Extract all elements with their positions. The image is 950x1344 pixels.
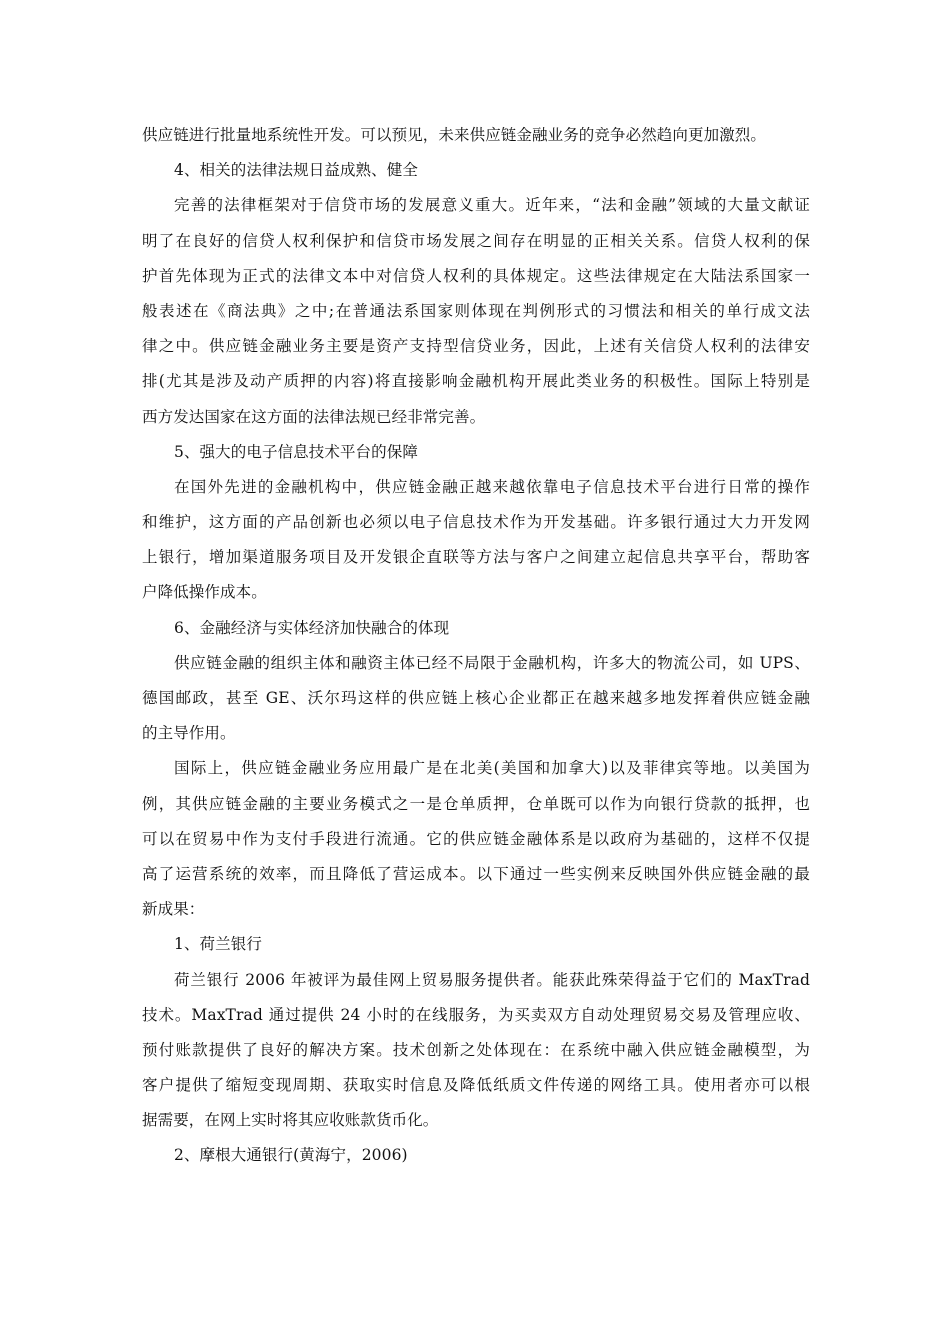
paragraph-line: 护首先体现为正式的法律文本中对信贷人权利的具体规定。这些法律规定在大陆法系国家一: [142, 266, 810, 285]
paragraph-line: 明了在良好的信贷人权利保护和信贷市场发展之间存在明显的正相关关系。信贷人权利的保: [142, 231, 810, 250]
paragraph-line: 排(尤其是涉及动产质押的内容)将直接影响金融机构开展此类业务的积极性。国际上特别是: [142, 372, 810, 391]
paragraph-line: 据需要，在网上实时将其应收账款货币化。: [142, 1111, 439, 1130]
paragraph-line: 供应链进行批量地系统性开发。可以预见，未来供应链金融业务的竞争必然趋向更加激烈。: [142, 126, 767, 144]
paragraph-line: 国际上，供应链金融业务应用最广是在北美(美国和加拿大)以及菲律宾等地。以美国为: [174, 759, 810, 778]
paragraph-line: 预付账款提供了良好的解决方案。技术创新之处体现在：在系统中融入供应链金融模型，为: [142, 1040, 810, 1059]
paragraph-line: 般表述在《商法典》之中;在普通法系国家则体现在判例形式的习惯法和相关的单行成文法: [142, 301, 810, 320]
paragraph-line: 完善的法律框架对于信贷市场的发展意义重大。近年来，“法和金融”领域的大量文献证: [174, 196, 810, 215]
document-page: [142, 118, 810, 1174]
paragraph-line: 供应链金融的组织主体和融资主体已经不局限于金融机构，许多大的物流公司，如 UPS、: [174, 653, 810, 672]
section-heading: 6、金融经济与实体经济加快融合的体现: [174, 618, 450, 637]
paragraph-line: 荷兰银行 2006 年被评为最佳网上贸易服务提供者。能获此殊荣得益于它们的 MaxTrad: [174, 970, 810, 989]
paragraph-line: 和维护，这方面的产品创新也必须以电子信息技术作为开发基础。许多银行通过大力开发网: [142, 513, 810, 532]
paragraph-line: 技术。MaxTrad 通过提供 24 小时的在线服务，为买卖双方自动处理贸易交易及管理应收、: [142, 1005, 810, 1024]
section-heading: 4、相关的法律法规日益成熟、健全: [174, 161, 418, 180]
paragraph-line: 的主导作用。: [142, 724, 236, 743]
paragraph-line: 客户提供了缩短变现周期、获取实时信息及降低纸质文件传递的网络工具。使用者亦可以根: [142, 1076, 810, 1095]
paragraph-line: 例，其供应链金融的主要业务模式之一是仓单质押，仓单既可以作为向银行贷款的抵押，也: [142, 794, 810, 813]
paragraph-line: 德国邮政，甚至 GE、沃尔玛这样的供应链上核心企业都正在越来越多地发挥着供应链金融: [142, 689, 810, 707]
paragraph-line: 可以在贸易中作为支付手段进行流通。它的供应链金融体系是以政府为基础的，这样不仅提: [142, 829, 810, 848]
paragraph-line: 上银行，增加渠道服务项目及开发银企直联等方法与客户之间建立起信息共享平台，帮助客: [142, 548, 810, 567]
paragraph-line: 律之中。供应链金融业务主要是资产支持型信贷业务，因此，上述有关信贷人权利的法律安: [142, 337, 810, 356]
section-heading: 1、荷兰银行: [174, 935, 262, 954]
section-heading: 2、摩根大通银行(黄海宁，2006): [174, 1146, 408, 1165]
paragraph-line: 户降低操作成本。: [142, 583, 267, 602]
paragraph-line: 高了运营系统的效率，而且降低了营运成本。以下通过一些实例来反映国外供应链金融的最: [142, 864, 810, 883]
paragraph-line: 西方发达国家在这方面的法律法规已经非常完善。: [142, 407, 486, 426]
section-heading: 5、强大的电子信息技术平台的保障: [174, 442, 418, 461]
paragraph-line: 在国外先进的金融机构中，供应链金融正越来越依靠电子信息技术平台进行日常的操作: [174, 477, 810, 496]
paragraph-line: 新成果：: [142, 900, 205, 919]
